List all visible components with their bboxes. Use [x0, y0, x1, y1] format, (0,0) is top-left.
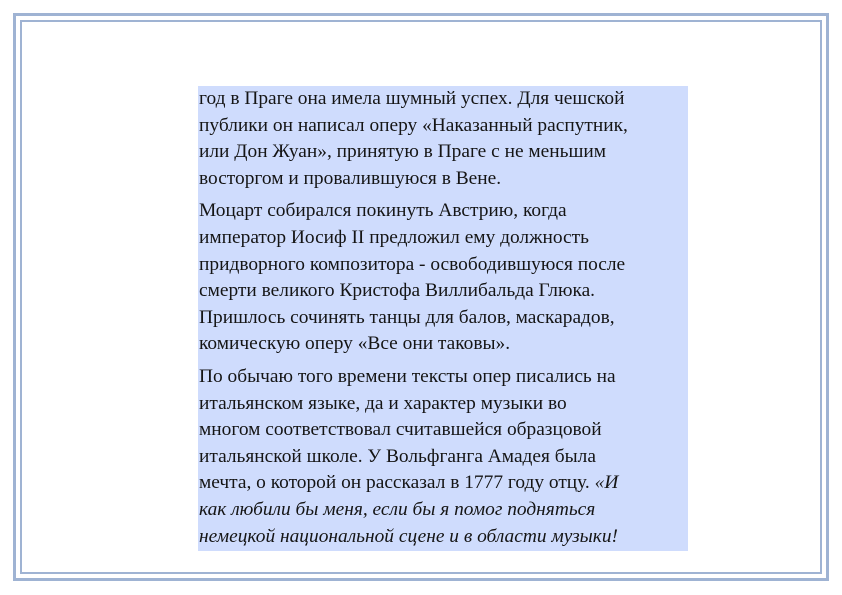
- paragraph-3: [199, 364, 688, 550]
- paragraph-1: год в Праге она имела шумный успех. Для чешской публики он написал оперу «Наказанный распутник, или Дон Жуан», принятую в Праге с не меньшим восторгом и провалившуюся в Вене.: [199, 88, 628, 189]
- paragraph-2: Моцарт собирался покинуть Австрию, когда император Иосиф II предложил ему должность придворного композитора - освободившуюся после смерти великого Кристофа Виллибальда Глюка. Пришлось сочинять танцы для балов, маскарадов, комическую оперу «Все они таковы».: [199, 200, 626, 355]
- mozart-quote: «И как любили бы меня, если бы я помог подняться немецкой национальной сцене и в области музыки!: [199, 472, 619, 547]
- paragraph-3-text: По обычаю того времени тексты опер писались на итальянском языке, да и характер музыки во многом соответствовал считавшейся образцовой итальянской школе. У Вольфганга Амадея была мечта, о которой он рассказал в 1777 году отцу.: [199, 365, 616, 494]
- text-block: [198, 86, 688, 551]
